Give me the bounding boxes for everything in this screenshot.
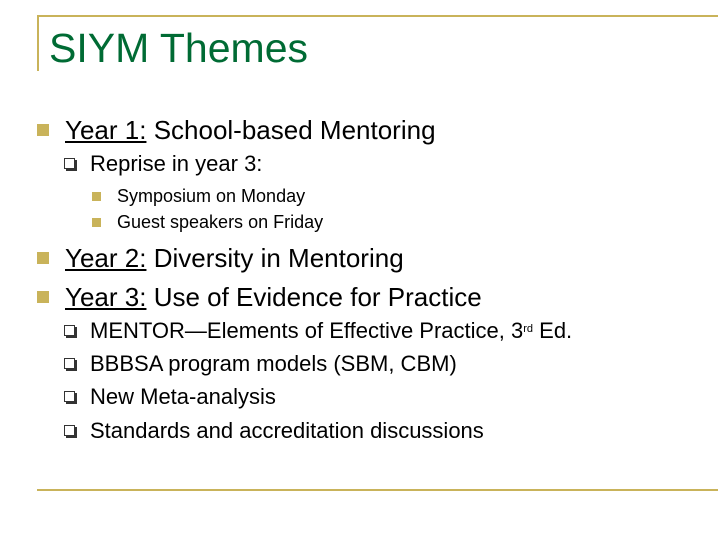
year-label: Year 2: bbox=[65, 243, 147, 273]
box-bullet-icon bbox=[64, 358, 75, 369]
square-bullet-icon bbox=[92, 192, 101, 201]
bottom-rule bbox=[37, 489, 718, 491]
slide-title: SIYM Themes bbox=[49, 25, 308, 71]
year-label: Year 1: bbox=[65, 115, 147, 145]
box-bullet-icon bbox=[64, 158, 75, 169]
box-bullet-icon bbox=[64, 325, 75, 336]
item-text-suffix: Ed. bbox=[539, 318, 573, 343]
square-bullet-icon bbox=[92, 218, 101, 227]
item-text: New Meta-analysis bbox=[90, 384, 276, 409]
title-rule-top bbox=[37, 15, 718, 17]
item-text: Standards and accreditation discussions bbox=[90, 418, 484, 443]
item-text: Diversity in Mentoring bbox=[153, 243, 404, 273]
square-bullet-icon bbox=[37, 291, 49, 303]
box-bullet-icon bbox=[64, 391, 75, 402]
box-bullet-icon bbox=[64, 425, 75, 436]
item-text: Symposium on Monday bbox=[117, 186, 306, 206]
title-rule-left bbox=[37, 15, 39, 71]
superscript: rd bbox=[523, 323, 534, 335]
item-text: Use of Evidence for Practice bbox=[153, 282, 482, 312]
item-text: MENTOR—Elements of Effective Practice, 3 bbox=[90, 318, 524, 343]
item-text: Guest speakers on Friday bbox=[117, 212, 324, 232]
item-text: Reprise in year 3: bbox=[90, 151, 263, 176]
item-text: School-based Mentoring bbox=[153, 115, 436, 145]
year-label: Year 3: bbox=[65, 282, 147, 312]
square-bullet-icon bbox=[37, 252, 49, 264]
square-bullet-icon bbox=[37, 124, 49, 136]
item-text: BBBSA program models (SBM, CBM) bbox=[90, 351, 457, 376]
